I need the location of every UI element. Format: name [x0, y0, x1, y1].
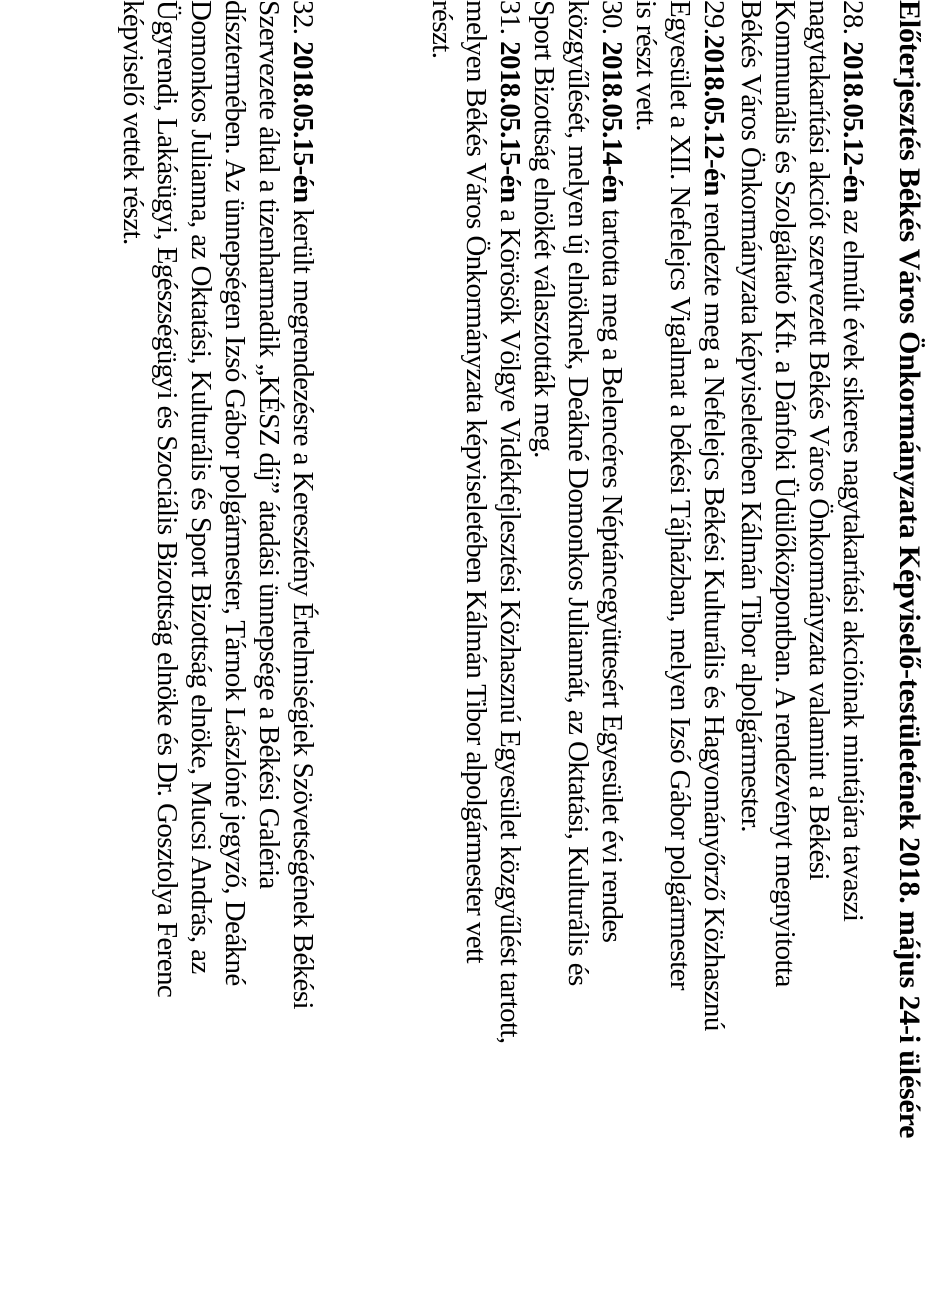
- page-title: Előterjesztés Békés Város Önkormányzata Képviselő-testületének 2018. május 24-i ülésére: [893, 0, 926, 1139]
- item-line: [595, 0, 629, 1297]
- item-line: Domonkos Julianna, az Oktatási, Kulturális és Sport Bizottság elnöke, Mucsi András, az: [185, 0, 217, 974]
- item-number: 30.: [596, 0, 628, 35]
- item-line: részt.: [426, 0, 458, 59]
- item-line: [697, 0, 731, 1297]
- item-number: 29.: [698, 0, 730, 35]
- item-number: 31.: [494, 0, 526, 35]
- item-text: került megrendezésre a Keresztény Értelmiségiek Szövetségének Békési: [287, 202, 319, 1009]
- item-line: is részt vett.: [630, 0, 662, 131]
- item-line: Ügyrendi, Lakásügyi, Egészségügyi és Szociális Bizottság elnöke és Dr. Gosztolya Ferenc: [151, 0, 183, 998]
- item-line: dísztermében. Az ünnepségen Izsó Gábor polgármester, Tárnok Lászlóné jegyző, Deákné: [219, 0, 251, 986]
- item-text: a Körösök Völgye Vidékfejlesztési Közhasznú Egyesület közgyűlést tartott,: [494, 202, 526, 1044]
- item-date: 2018.05.15-én: [494, 41, 526, 203]
- item-line: melyen Békés Város Önkormányzata képviseletében Kálmán Tibor alpolgármester vett: [460, 0, 492, 963]
- item-date: 2018.05.12-én: [837, 41, 869, 203]
- list-item: [629, 0, 731, 1297]
- item-line: Szervezete által a tizenharmadik „KÉSZ díj” átadási ünnepsége a Békési Galéria: [253, 0, 285, 889]
- item-text: az elmúlt évek sikeres nagytakarítási akcióinak mintájára tavaszi: [837, 202, 869, 922]
- item-line: képviselő vettek részt.: [117, 0, 149, 245]
- item-line: Kommunális és Szolgáltató Kft. a Dánfoki Üdülőközpontban. A rendezvényt megnyitotta: [769, 0, 801, 987]
- item-line: nagytakarítási akciót szervezett Békés Város Önkormányzata valamint a Békési: [803, 0, 835, 880]
- item-date: 2018.05.14-én: [596, 41, 628, 203]
- list-item: [734, 0, 870, 1297]
- item-text: rendezte meg a Nefelejcs Békési Kulturális és Hagyományőrző Közhasznú: [698, 195, 730, 1031]
- list-item: [116, 0, 320, 1297]
- list-item: [527, 0, 629, 1297]
- item-line: [286, 0, 320, 1297]
- item-number: 32.: [287, 0, 319, 35]
- item-line: közgyűlését, melyen új elnöknek, Deákné Domonkos Juliannát, az Oktatási, Kulturális és: [562, 0, 594, 986]
- item-text: tartotta meg a Belencéres Néptáncegyüttesért Egyesület évi rendes: [596, 202, 628, 943]
- list-item: [425, 0, 527, 1297]
- item-line: Békés Város Önkormányzata képviseletében Kálmán Tibor alpolgármester.: [735, 0, 767, 832]
- item-line: [836, 0, 870, 1297]
- item-line: [493, 0, 527, 1297]
- item-date: 2018.05.15-én: [287, 41, 319, 203]
- item-line: Egyesület a XII. Nefelejcs Vigalmat a békési Tájházban, melyen Izsó Gábor polgármester: [664, 0, 696, 990]
- item-date: 2018.05.12-én: [698, 34, 730, 196]
- item-line: Sport Bizottság elnökét választották meg.: [528, 0, 560, 458]
- item-number: 28.: [837, 0, 869, 35]
